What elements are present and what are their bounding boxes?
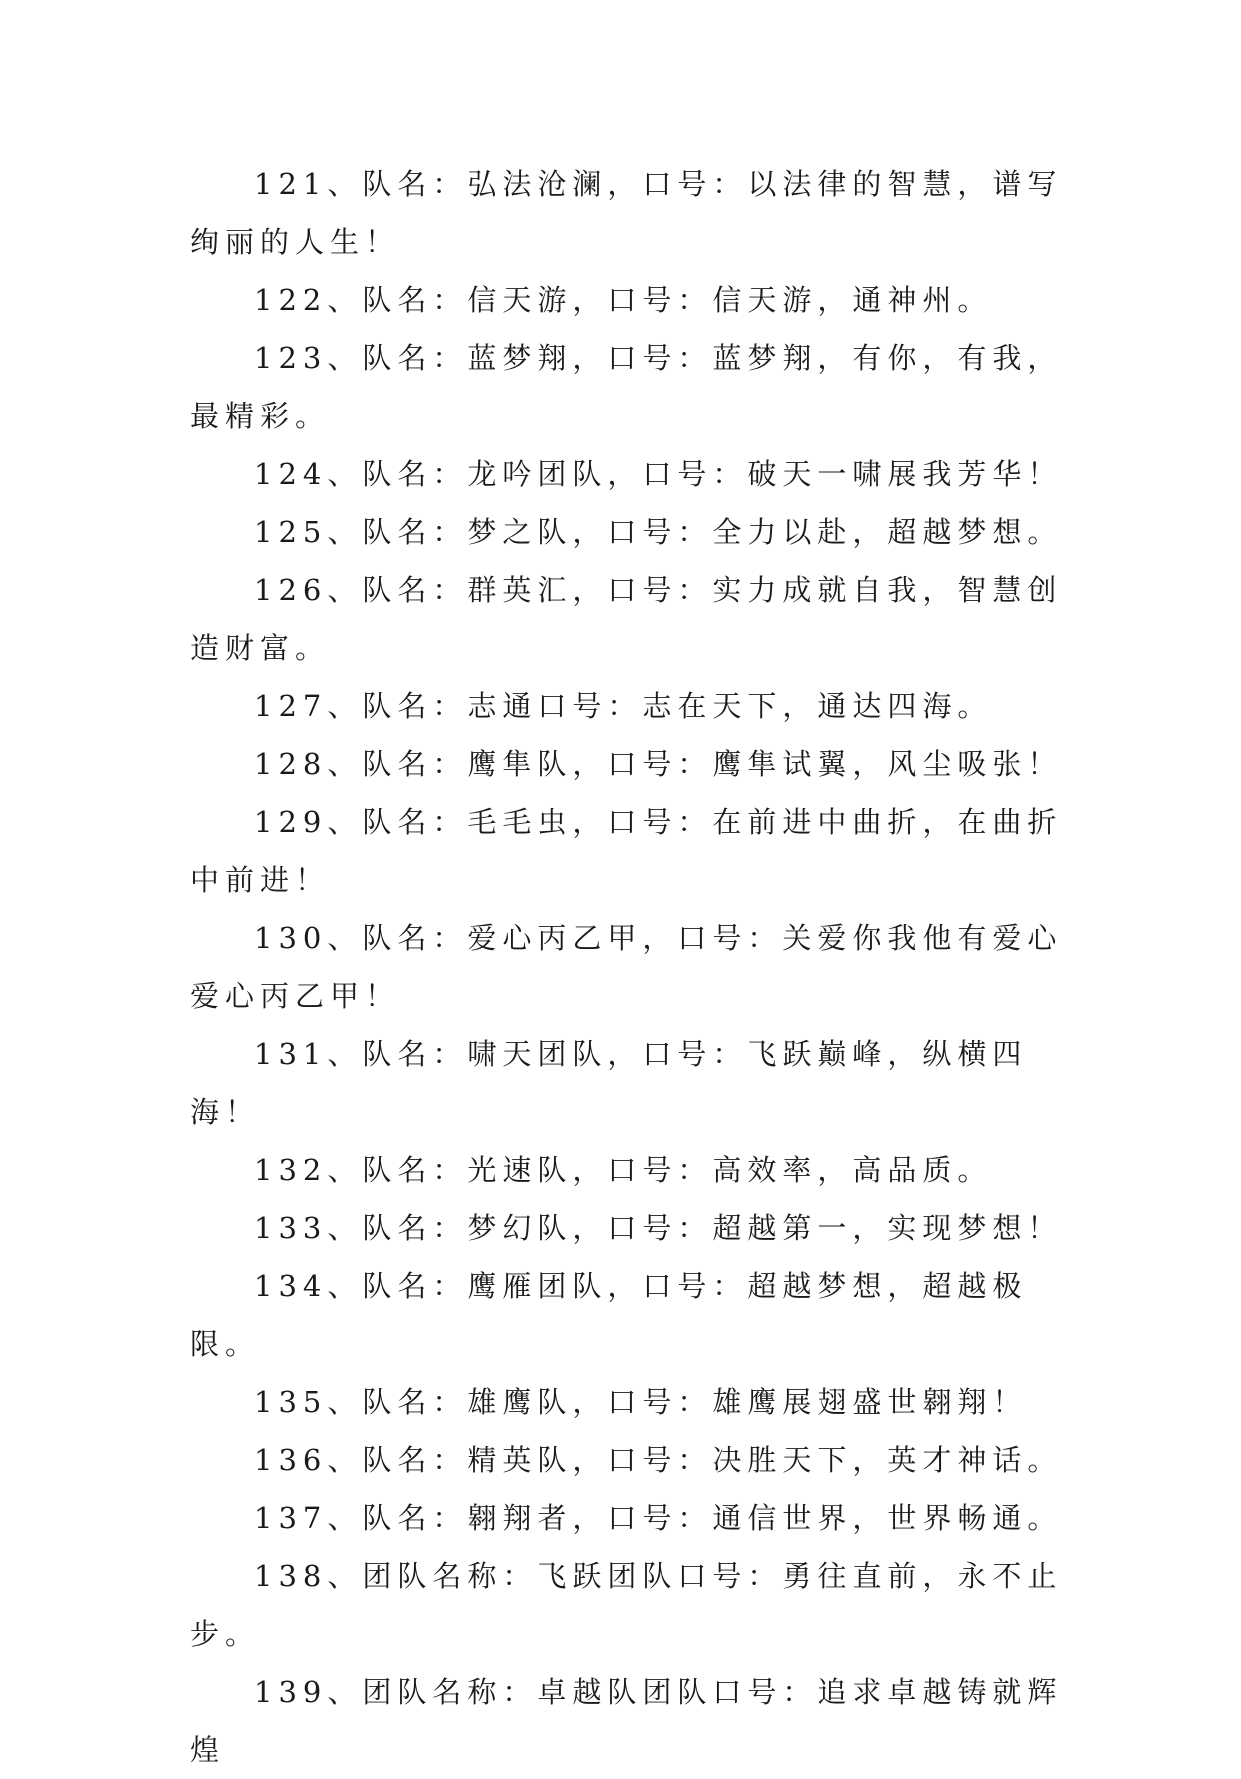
paragraph-124: 124、队名：龙吟团队，口号：破天一啸展我芳华！ bbox=[254, 457, 1063, 491]
paragraph-134: 134、队名：鹰雁团队，口号：超越梦想，超越极限。 bbox=[190, 1269, 1028, 1361]
paragraph-126: 126、队名：群英汇，口号：实力成就自我，智慧创造财富。 bbox=[190, 573, 1063, 665]
paragraph-122: 122、队名：信天游，口号：信天游，通神州。 bbox=[254, 283, 993, 317]
paragraph-123: 123、队名：蓝梦翔，口号：蓝梦翔，有你，有我，最精彩。 bbox=[190, 341, 1063, 433]
paragraph-127: 127、队名：志通口号：志在天下，通达四海。 bbox=[254, 689, 993, 723]
paragraph-137: 137、队名：翱翔者，口号：通信世界，世界畅通。 bbox=[254, 1501, 1063, 1535]
paragraph-130: 130、队名：爱心丙乙甲，口号：关爱你我他有爱心爱心丙乙甲！ bbox=[190, 921, 1063, 1013]
paragraph-129: 129、队名：毛毛虫，口号：在前进中曲折，在曲折中前进！ bbox=[190, 805, 1063, 897]
paragraph-136: 136、队名：精英队，口号：决胜天下，英才神话。 bbox=[254, 1443, 1063, 1477]
paragraph-125: 125、队名：梦之队，口号：全力以赴，超越梦想。 bbox=[254, 515, 1063, 549]
paragraph-133: 133、队名：梦幻队，口号：超越第一，实现梦想！ bbox=[254, 1211, 1063, 1245]
document-body bbox=[190, 155, 1070, 1779]
paragraph-135: 135、队名：雄鹰队，口号：雄鹰展翅盛世翱翔！ bbox=[254, 1385, 1028, 1419]
paragraph-131: 131、队名：啸天团队，口号：飞跃巅峰，纵横四海！ bbox=[190, 1037, 1028, 1129]
paragraph-121: 121、队名：弘法沧澜，口号：以法律的智慧，谱写绚丽的人生！ bbox=[190, 167, 1063, 259]
paragraph-132: 132、队名：光速队，口号：高效率，高品质。 bbox=[254, 1153, 993, 1187]
paragraph-138: 138、团队名称：飞跃团队口号：勇往直前，永不止步。 bbox=[190, 1559, 1063, 1651]
paragraph-128: 128、队名：鹰隼队，口号：鹰隼试翼，风尘吸张！ bbox=[254, 747, 1063, 781]
paragraph-139: 139、团队名称：卓越队团队口号：追求卓越铸就辉煌 bbox=[190, 1675, 1063, 1767]
